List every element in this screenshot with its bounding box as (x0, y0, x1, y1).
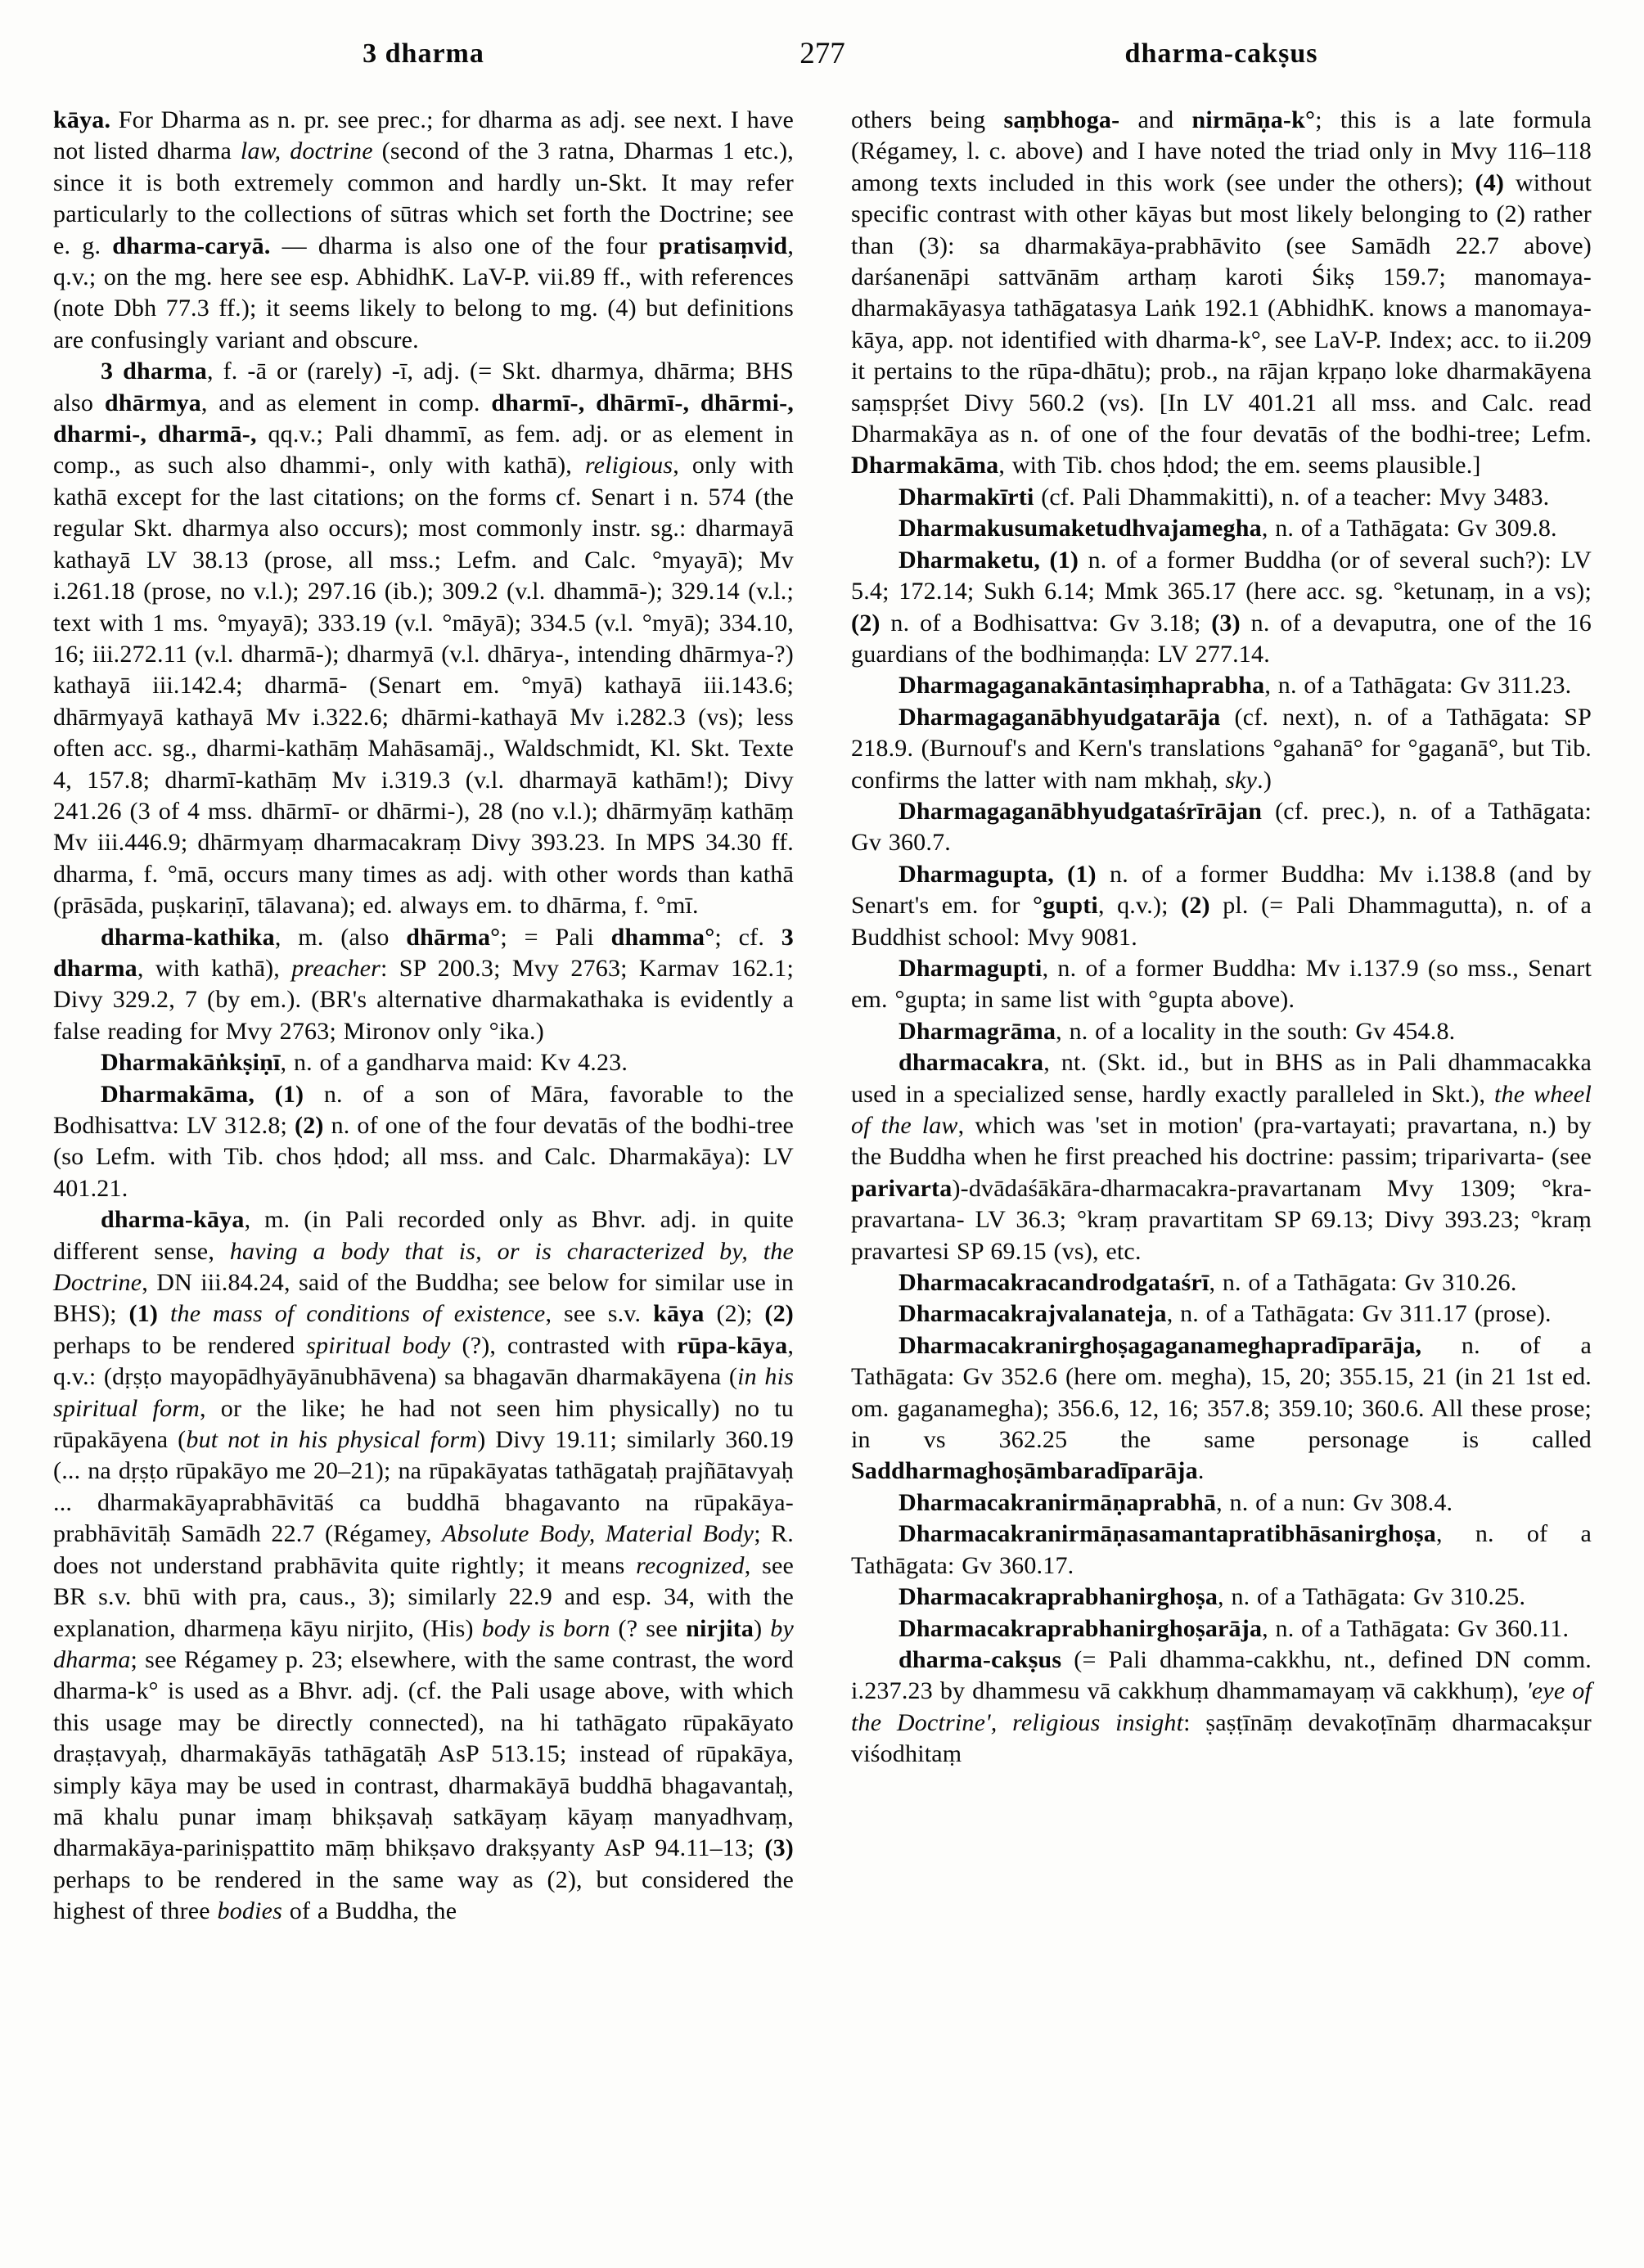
running-header (53, 33, 1592, 75)
dictionary-entry: Dharmagupta, (1) n. of a former Buddha: Mv i.138.8 (and by Senart's em. for °gupti, q.v.); (2) pl. (= Pali Dhammagutta), n. of a Buddhist school: Mvy 9081. (851, 860, 1592, 951)
dictionary-entry: Dharmagaganakāntasiṃhaprabha, n. of a Tathāgata: Gv 311.23. (899, 672, 1572, 700)
dictionary-entry: others being saṃbhoga- and nirmāṇa-k°; this is a late formula (Régamey, l. c. above) and I have noted the triad only in Mvy 116–118 among texts included in this work (see under the others); (4) without specific contrast with other kāyas but most likely belonging to (2) rather than (3): sa dharmakāya-prabhāvito (see Samādh 22.7 above) darśanenāpi sattvānām arthaṃ karoti Śikṣ 159.7; manomaya-dharmakāyasya tathāgatasya Laṅk 192.1 (AbhidhK. knows a manomaya-kāya, app. not identified with dharma-k°, see LaV-P. Index; acc. to ii.209 it pertains to the rūpa-dhātu); prob., na rājan kṛpaṇo loke dharmakāyena saṃspṛśet Divy 560.2 (vs). [In LV 401.21 all mss. and Calc. read Dharmakāya as n. of one of the four devatās of the bodhi-tree; Lefm. Dharmakāma, with Tib. chos ḥdod; the em. seems plausible.] (851, 106, 1592, 479)
dictionary-entry: Dharmacakrajvalanateja, n. of a Tathāgata: Gv 311.17 (prose). (899, 1300, 1552, 1328)
dictionary-entry: Dharmaketu, (1) n. of a former Buddha (or of several such?): LV 5.4; 172.14; Sukh 6.14; Mmk 365.17 (here acc. sg. °ketunaṃ, in a vs); (2) n. of a Bodhisattva: Gv 3.18; (3) n. of a devaputra, one of the 16 guardians of the bodhimaṇḍa: LV 277.14. (851, 546, 1592, 668)
dictionary-entry: Dharmagupti, n. of a former Buddha: Mv i.137.9 (so mss., Senart em. °gupta; in same list with °gupta above). (851, 954, 1592, 1014)
page-number: 277 (799, 37, 845, 70)
dictionary-entry: Dharmacakranirmāṇasamantapratibhāsanirghoṣa, n. of a Tathāgata: Gv 360.17. (851, 1520, 1592, 1579)
dictionary-entry: Dharmagaganābhyudgatarāja (cf. next), n. of a Tathāgata: SP 218.9. (Burnouf's and Kern's translations °gahanā° for °gaganā°, but Tib. confirms the latter with nam mkhaḥ, sky.) (851, 703, 1592, 794)
dictionary-entry: dharma-kathika, m. (also dhārma°; = Pali dhamma°; cf. 3 dharma, with kathā), preacher: SP 200.3; Mvy 2763; Karmav 162.1; Divy 329.2, 7 (by em.). (BR's alternative dharmakathaka is evidently a false reading for Mvy 2763; Mironov only °ika.) (53, 923, 794, 1045)
dictionary-entry: Dharmagaganābhyudgataśrīrājan (cf. prec.), n. of a Tathāgata: Gv 360.7. (851, 797, 1592, 857)
dictionary-entry: Dharmacakranirghoṣagaganameghapradīparāja, n. of a Tathāgata: Gv 352.6 (here om. megha), 15, 20; 355.15, 21 (in 21 1st ed. om. gaganamegha); 356.6, 12, 16; 357.8; 359.10; 360.6. All these prose; in vs 362.25 the same personage is called Saddharmaghoṣāmbaradīparāja. (851, 1331, 1592, 1485)
dictionary-entry: Dharmakāṅkṣiṇī, n. of a gandharva maid: Kv 4.23. (101, 1049, 628, 1077)
dictionary-entry: Dharmakāma, (1) n. of a son of Māra, favorable to the Bodhisattva: LV 312.8; (2) n. of one of the four devatās of the bodhi-tree (so Lefm. with Tib. chos ḥdod; all mss. and Calc. Dharmakāya): LV 401.21. (53, 1080, 794, 1202)
running-head-left: 3 dharma (363, 38, 484, 69)
dictionary-entry: Dharmakīrti (cf. Pali Dhammakitti), n. of a teacher: Mvy 3483. (899, 483, 1550, 511)
dictionary-entry: Dharmacakraprabhanirghoṣa, n. of a Tathāgata: Gv 310.25. (899, 1583, 1526, 1611)
dictionary-entry: dharmacakra, nt. (Skt. id., but in BHS as in Pali dhammacakka used in a specialized sense, hardly exactly paralleled in Skt.), the wheel of the law, which was 'set in motion' (pra-vartayati; pravartana, n.) by the Buddha when he first preached his doctrine: passim; triparivarta- (see parivarta)-dvādaśākāra-dharmacakra-pravartanam Mvy 1309; °kra-pravartana- LV 36.3; °kraṃ pravartitam SP 69.13; Divy 393.23; °kraṃ pravartesi SP 69.15 (vs), etc. (851, 1049, 1592, 1265)
dictionary-entry: Dharmacakranirmāṇaprabhā, n. of a nun: Gv 308.4. (899, 1488, 1453, 1516)
running-head-right: dharma-cakṣus (1124, 38, 1318, 69)
dictionary-entry: dharma-kāya, m. (in Pali recorded only as Bhvr. adj. in quite different sense, having a body that is, or is characterized by, the Doctrine, DN iii.84.24, said of the Buddha; see below for similar use in BHS); (1) the mass of conditions of existence, see s.v. kāya (2); (2) perhaps to be rendered spiritual body (?), contrasted with rūpa-kāya, q.v.: (dṛṣṭo mayopādhyāyānubhāvena) sa bhagavān dharmakāyena (in his spiritual form, or the like; he had not seen him physically) no tu rūpakāyena (but not in his physical form) Divy 19.11; similarly 360.19 (... na dṛṣṭo rūpakāyo me 20–21); na rūpakāyatas tathāgataḥ prajñātavyaḥ ... dharmakāyaprabhāvitāś ca buddhā bhagavanto na rūpakāya-prabhāvitāḥ Samādh 22.7 (Régamey, Absolute Body, Material Body; R. does not understand prabhāvita quite rightly; it means recognized, see BR s.v. bhū with pra, caus., 3); similarly 22.9 and esp. 34, with the explanation, dharmeṇa kāyu nirjito, (His) body is born (? see nirjita) by dharma; see Régamey p. 23; elsewhere, with the same contrast, the word dharma-k° is used as a Bhvr. adj. (cf. the Pali usage above, with which this usage may be directly connected), na hi tathāgato rūpakāyato draṣṭavyaḥ, dharmakāyās tathāgatāḥ AsP 513.15; instead of rūpakāya, simply kāya may be used in contrast, dharmakāyā buddhā bhagavantaḥ, mā khalu punar imaṃ bhikṣavaḥ satkāyaṃ kāyaṃ manyadhvaṃ, dharmakāya-pariniṣpattito māṃ bhikṣavo drakṣyanty AsP 94.11–13; (3) perhaps to be rendered in the same way as (2), but considered the highest of three bodies of a Buddha, the (53, 1206, 795, 1925)
dictionary-entry: Dharmakusumaketudhvajamegha, n. of a Tathāgata: Gv 309.8. (899, 515, 1557, 542)
dictionary-entry: dharma-cakṣus (= Pali dhamma-cakkhu, nt., defined DN comm. i.237.23 by dhammesu vā cakkhuṃ dhammamayaṃ vā cakkhuṃ), 'eye of the Doctrine', religious insight: ṣaṣṭīnāṃ devakoṭīnāṃ dharmacakṣur viśodhitaṃ (851, 1645, 1592, 1768)
dictionary-entry: 3 dharma, f. -ā or (rarely) -ī, adj. (= Skt. dharmya, dhārma; BHS also dhārmya, and as element in comp. dharmī-, dhārmī-, dhārmi-, dharmi-, dharmā-, qq.v.; Pali dhammī, as fem. adj. or as element in comp., as such also dhammi-, only with kathā), religious, only with kathā except for the last citations; on the forms cf. Senart i n. 574 (the regular Skt. dharmya also occurs); most commonly instr. sg.: dharmayā kathayā LV 38.13 (prose, all mss.; Lefm. and Calc. °myayā); Mv i.261.18 (prose, no v.l.); 297.16 (ib.); 309.2 (v.l. dhammā-); 329.14 (v.l.; text with 1 ms. °myayā); 333.19 (v.l. °māyā); 334.5 (v.l. °myā); 334.10, 16; iii.272.11 (v.l. dharmā-); dharmyā (v.l. dhārya-, intending dhārmya-?) kathayā iii.142.4; dharmā- (Senart em. °myā) kathayā iii.143.6; dhārmyayā kathayā Mv i.322.6; dhārmi-kathayā Mv i.282.3 (vs); less often acc. sg., dharmi-kathāṃ Mahāsamāj., Waldschmidt, Kl. Skt. Texte 4, 157.8; dharmī-kathāṃ Mv i.319.3 (v.l. dharmayā kathām!); Divy 241.26 (3 of 4 mss. dhārmī- or dhārmi-), 28 (no v.l.); dhārmyāṃ kathāṃ Mv iii.446.9; dhārmyaṃ dharmacakraṃ Divy 393.23. In MPS 34.30 ff. dharma, f. °mā, occurs many times as adj. with other words than kathā (prāsāda, puṣkariṇī, tālavana); ed. always em. to dhārma, f. °mī. (53, 358, 795, 920)
dictionary-entry: Dharmacakracandrodgataśrī, n. of a Tathāgata: Gv 310.26. (899, 1269, 1517, 1297)
dictionary-entry: Dharmagrāma, n. of a locality in the south: Gv 454.8. (899, 1017, 1456, 1045)
text-columns (53, 105, 1592, 1928)
right-column (851, 105, 1592, 1928)
dictionary-entry: Dharmacakraprabhanirghoṣarāja, n. of a Tathāgata: Gv 360.11. (899, 1614, 1570, 1642)
left-column (53, 105, 794, 1928)
dictionary-entry: kāya. For Dharma as n. pr. see prec.; for dharma as adj. see next. I have not listed dharma law, doctrine (second of the 3 ratna, Dharmas 1 etc.), since it is both extremely common and hardly un-Skt. It may refer particularly to the collections of sūtras which set forth the Doctrine; see e. g. dharma-caryā. — dharma is also one of the four pratisaṃvid, q.v.; on the mg. here see esp. AbhidhK. LaV-P. vii.89 ff., with references (note Dbh 77.3 ff.); it seems likely to belong to mg. (4) but definitions are confusingly variant and obscure. (53, 106, 795, 353)
